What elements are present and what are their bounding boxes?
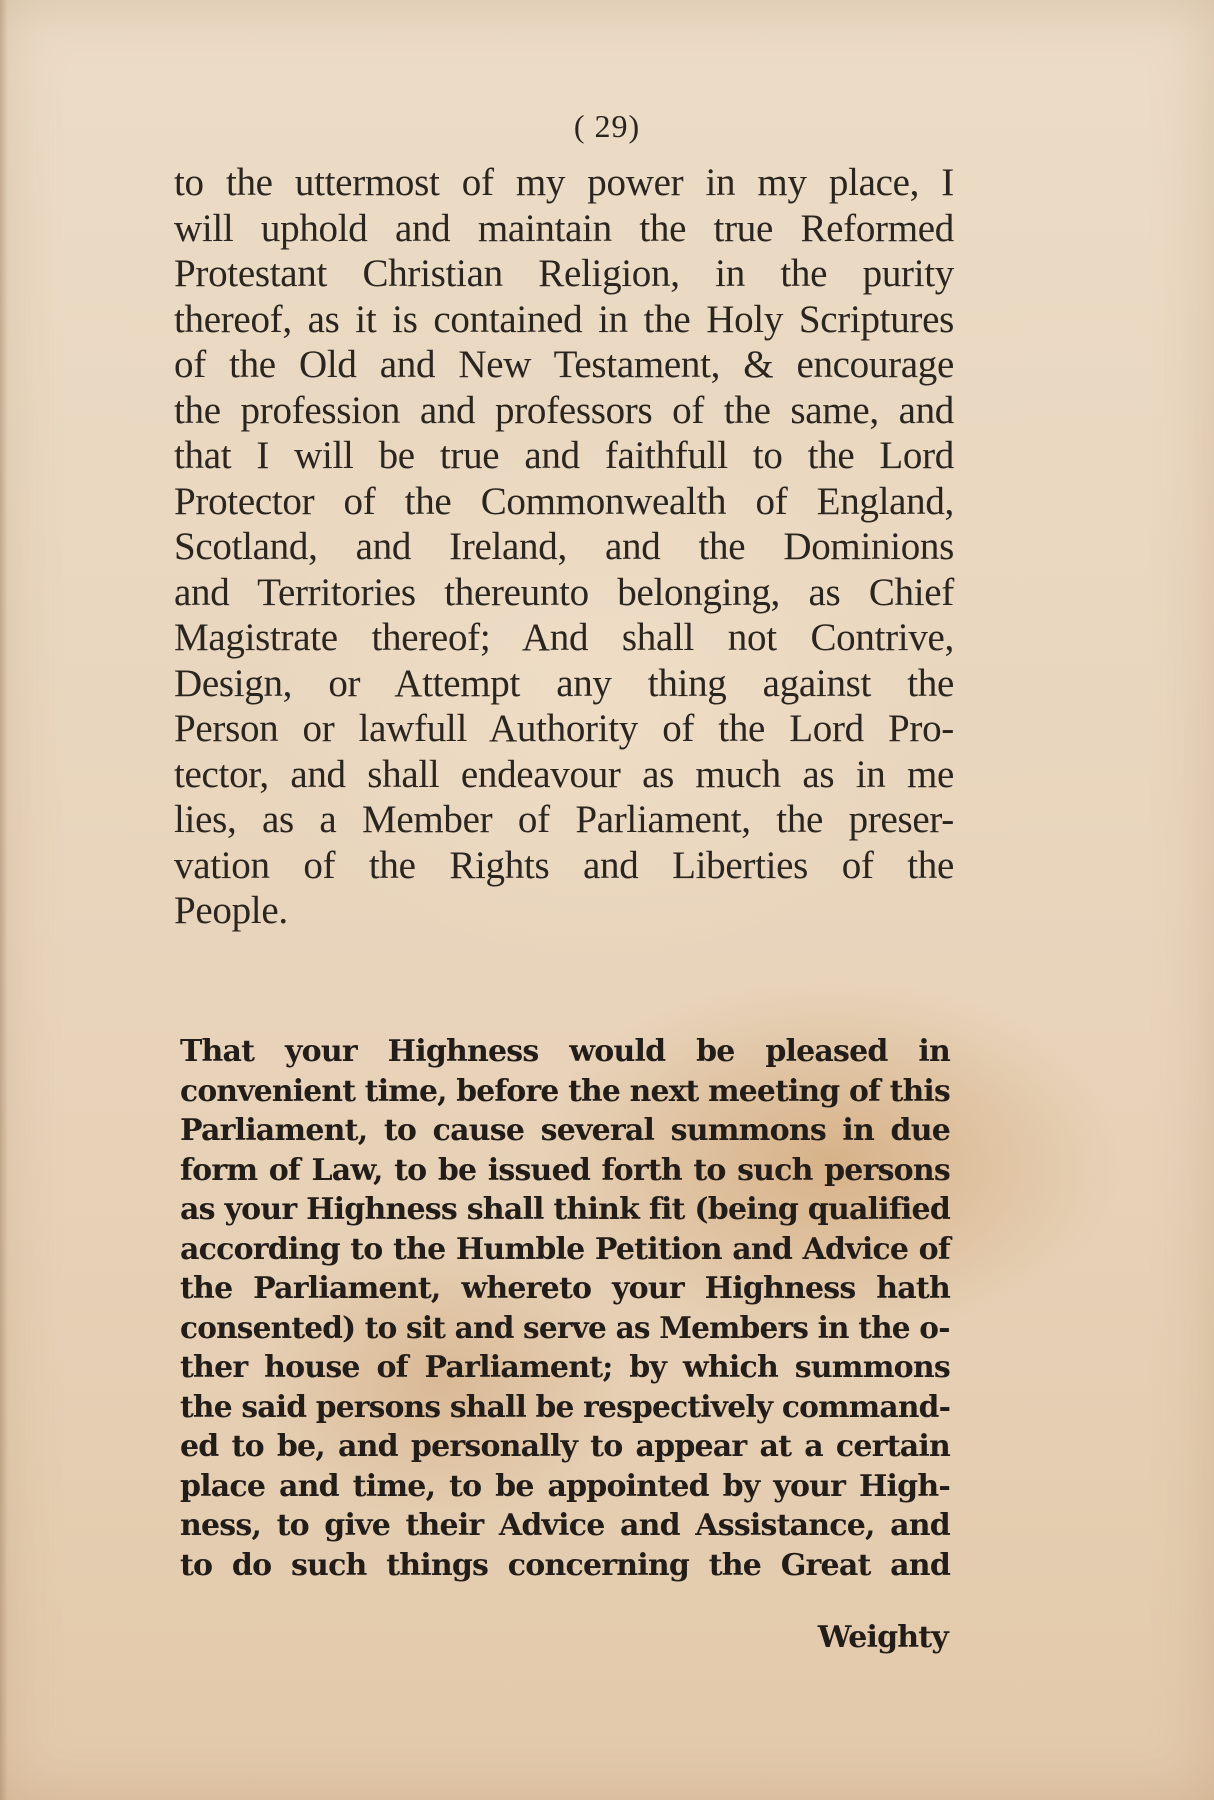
oath-line: the profession and professors of the same, and [174, 388, 954, 432]
petition-line: the said persons shall be respectively command- [180, 1389, 951, 1425]
oath-line: Person or lawfull Authority of the Lord Pro- [174, 707, 954, 750]
oath-line: to the uttermost of my power in my place, I [174, 161, 954, 204]
oath-line: lies, as a Member of Parliament, the preser- [174, 798, 954, 841]
oath-line: will uphold and maintain the true Reformed [174, 206, 954, 250]
oath-line: Magistrate thereof; And shall not Contrive, [174, 616, 954, 659]
oath-line: Protector of the Commonwealth of England, [174, 479, 954, 523]
oath-line: Protestant Christian Religion, in the purity [174, 252, 954, 295]
oath-line: tector, and shall endeavour as much as in me [174, 752, 954, 796]
page-edge-shadow [0, 0, 8, 1800]
petition-line: ther house of Parliament; by which summons [180, 1350, 950, 1385]
petition-line: as your Highness shall think fit (being qualified [180, 1192, 950, 1227]
petition-line: place and time, to be appointed by your High- [180, 1468, 950, 1504]
oath-line: Scotland, and Ireland, and the Dominions [174, 525, 954, 568]
petition-line: ed to be, and personally to appear at a certain [180, 1429, 950, 1464]
oath-line: that I will be true and faithfull to the Lord [174, 434, 954, 477]
catchword: Weighty [817, 1620, 948, 1655]
oath-line: of the Old and New Testament, & encourage [174, 343, 954, 386]
oath-line: and Territories thereunto belonging, as Chief [174, 570, 954, 614]
petition-line: ness, to give their Advice and Assistance, and [180, 1508, 950, 1543]
page-number: ( 29) [573, 108, 641, 144]
petition-line: Parliament, to cause several summons in due [180, 1113, 950, 1148]
petition-text-block [180, 1032, 950, 1585]
petition-line: to do such things concerning the Great and [180, 1547, 950, 1583]
petition-line: consented) to sit and serve as Members in the o- [180, 1310, 950, 1346]
petition-line: form of Law, to be issued forth to such persons [180, 1152, 950, 1188]
oath-line: Design, or Attempt any thing against the [174, 661, 954, 705]
petition-line: That your Highness would be pleased in [180, 1034, 950, 1069]
oath-text-block [174, 160, 954, 934]
oath-line: vation of the Rights and Liberties of the [174, 843, 954, 887]
petition-line: according to the Humble Petition and Advice of [180, 1231, 950, 1267]
oath-line: thereof, as it is contained in the Holy Scriptures [174, 297, 954, 341]
petition-line: convenient time, before the next meeting of this [180, 1073, 950, 1109]
oath-line: People. [174, 889, 288, 932]
petition-line: the Parliament, whereto your Highness hath [180, 1271, 950, 1306]
